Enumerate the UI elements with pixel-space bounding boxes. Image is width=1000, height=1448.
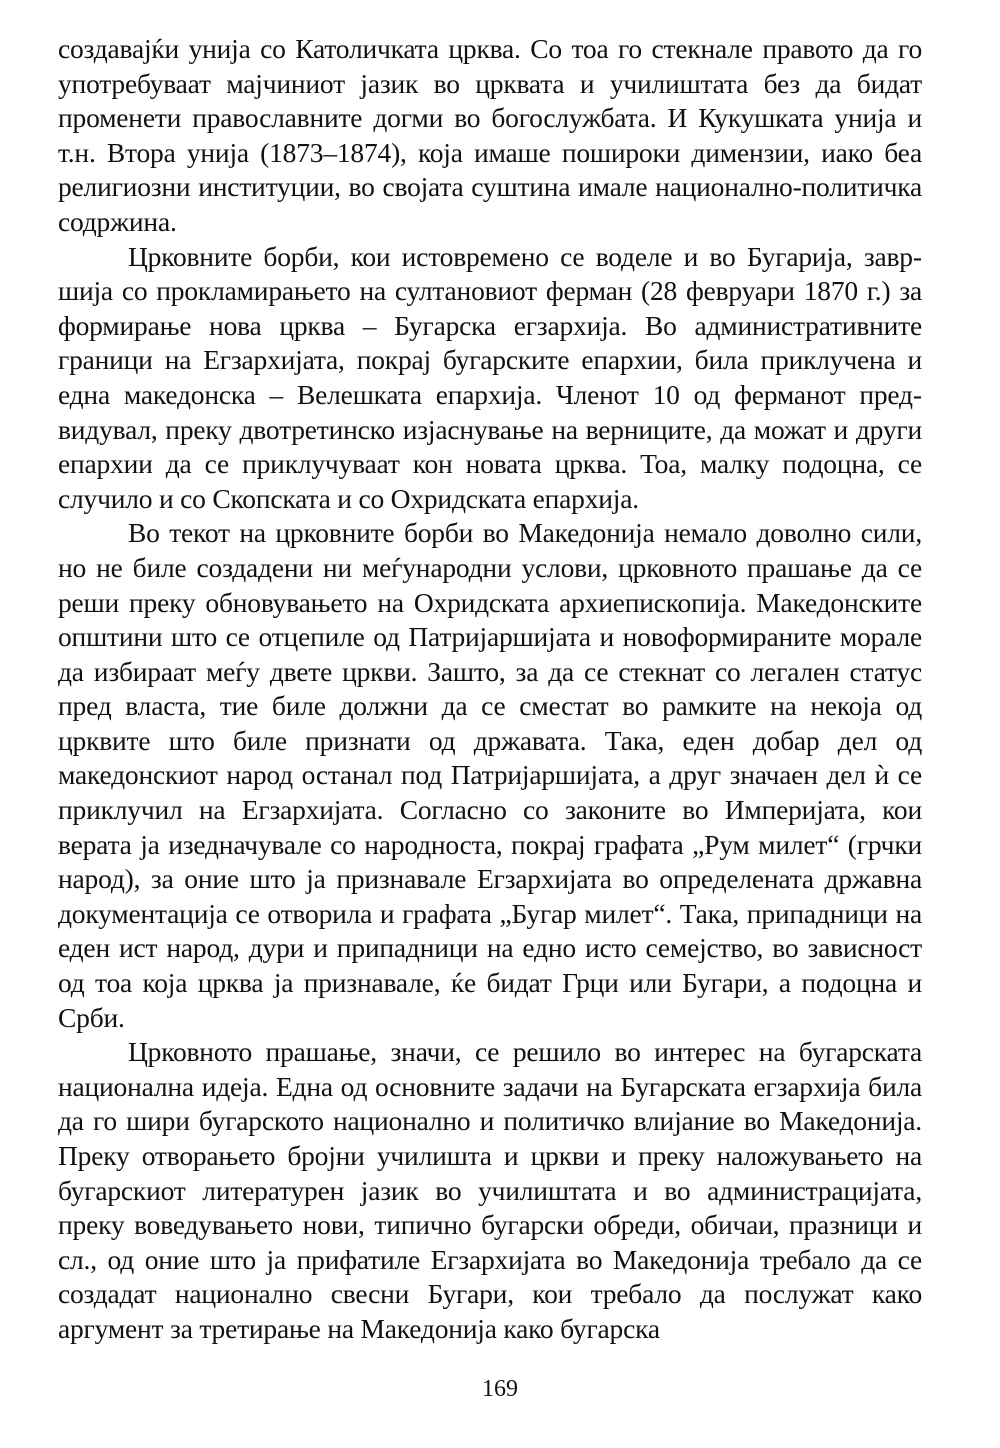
paragraph-2: Црковните борби, кои истовремено се воделе и во Бугарија, завршија со прокламирањето на султановиот ферман (28 февруари 1870 г.) за формирање нова црква – Бугарска егзархија. Во административните граници на Егзархијата, покрај бугарските епархии, била приклучена и една македонска – Велешката епархија. Членот 10 од ферманот предвидувал, преку двотретинско изјаснување на верниците, да можат и други епархии да се приклучуваат кон новата црква. Тоа, малку подоцна, се случило и со Скопската и со Охридската епархија. [58,240,922,514]
paragraph-1: создавајќи унија со Католичката црква. Со тоа го стекнале правото да го употребуваат мајчиниот јазик во црквата и училиштата без да бидат променети православните догми во богослужбата. И Кукушката унија и т.н. Втора унија (1873–1874), која имаше пошироки димензии, иако беа религиозни институции, во својата суштина имале национално-политичка содржина. [58,33,922,237]
page-number: 169 [482,1376,518,1402]
page-body [58,32,922,1347]
paragraph-4: Црковното прашање, значи, се решило во интерес на бугарската национална идеја. Една од основните задачи на Бугарската егзархија била да го шири бугарското национално и политичко влијание во Македонија. Преку отворањето бројни училишта и цркви и преку наложувањето на бугарскиот литературен јазик во училиштата и во администрацијата, преку воведувањето нови, типично бугарски обреди, обичаи, празници и сл., од оние што ја прифатиле Егзархијата во Македонија требало да се создадат национално свесни Бугари, кои требало да послужат како аргумент за третирање на Македонија како бугарска [58,1036,922,1344]
paragraph-3: Во текот на црковните борби во Македонија немало доволно сили, но не биле создадени ни меѓународни услови, црковното прашање да се реши преку обновувањето на Охридската архиепископија. Македонските општини што се отцепиле од Патријаршијата и новоформираните морале да избираат меѓу двете цркви. Зашто, за да се стекнат со легален статус пред власта, тие биле должни да се сместат во рамките на некоја од црквите што биле признати од државата. Така, еден добар дел од македонскиот народ останал под Патријаршијата, а друг значаен дел ѝ се приклучил на Егзархијата. Согласно со законите во Империјата, кои верата ја изедначувале со народноста, покрај графата „Рум милет“ (грчки народ), за оние што ја признавале Егзархијата во определената државна документација се отворила и графата „Бугар милет“. Така, припадници на еден ист народ, дури и припадници на едно исто семејство, во зависност од тоа која црква ја признавале, ќе бидат Грци или Бугари, а подоцна и Срби. [58,517,922,1033]
